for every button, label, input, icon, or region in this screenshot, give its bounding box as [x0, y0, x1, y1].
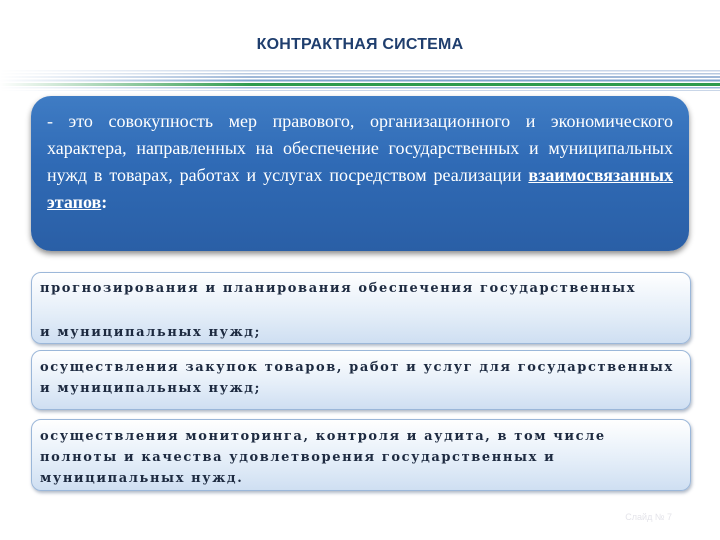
- stage-item-text: осуществления закупок товаров, работ и услуг для государственных и муниципальных нужд;: [40, 360, 674, 396]
- definition-link-text: взаимосвязанных этапов: [47, 165, 673, 212]
- slide-number: Слайд № 7: [625, 512, 672, 522]
- stage-item-forecasting: [31, 272, 691, 344]
- slide-title: КОНТРАКТНАЯ СИСТЕМА: [256, 36, 464, 53]
- stage-item-text: прогнозирования и планирования обеспечения государственных: [40, 281, 637, 296]
- stage-item-procurement: [31, 350, 691, 410]
- definition-suffix: :: [101, 192, 108, 212]
- definition-text: - это совокупность мер правового, организационного и экономического характера, направленных на обеспечение государственных и муниципальных нужд в товарах, работах и услугах посредством реализации: [47, 111, 673, 185]
- stage-item-text: и муниципальных нужд;: [40, 325, 261, 340]
- stage-item-monitoring: [31, 419, 691, 491]
- decorative-stripes: [0, 68, 720, 92]
- stage-item-text: осуществления мониторинга, контроля и аудита, в том числе полноты и качества удовлетворения государственных и муниципальных нужд.: [40, 429, 606, 486]
- definition-box: [31, 96, 689, 251]
